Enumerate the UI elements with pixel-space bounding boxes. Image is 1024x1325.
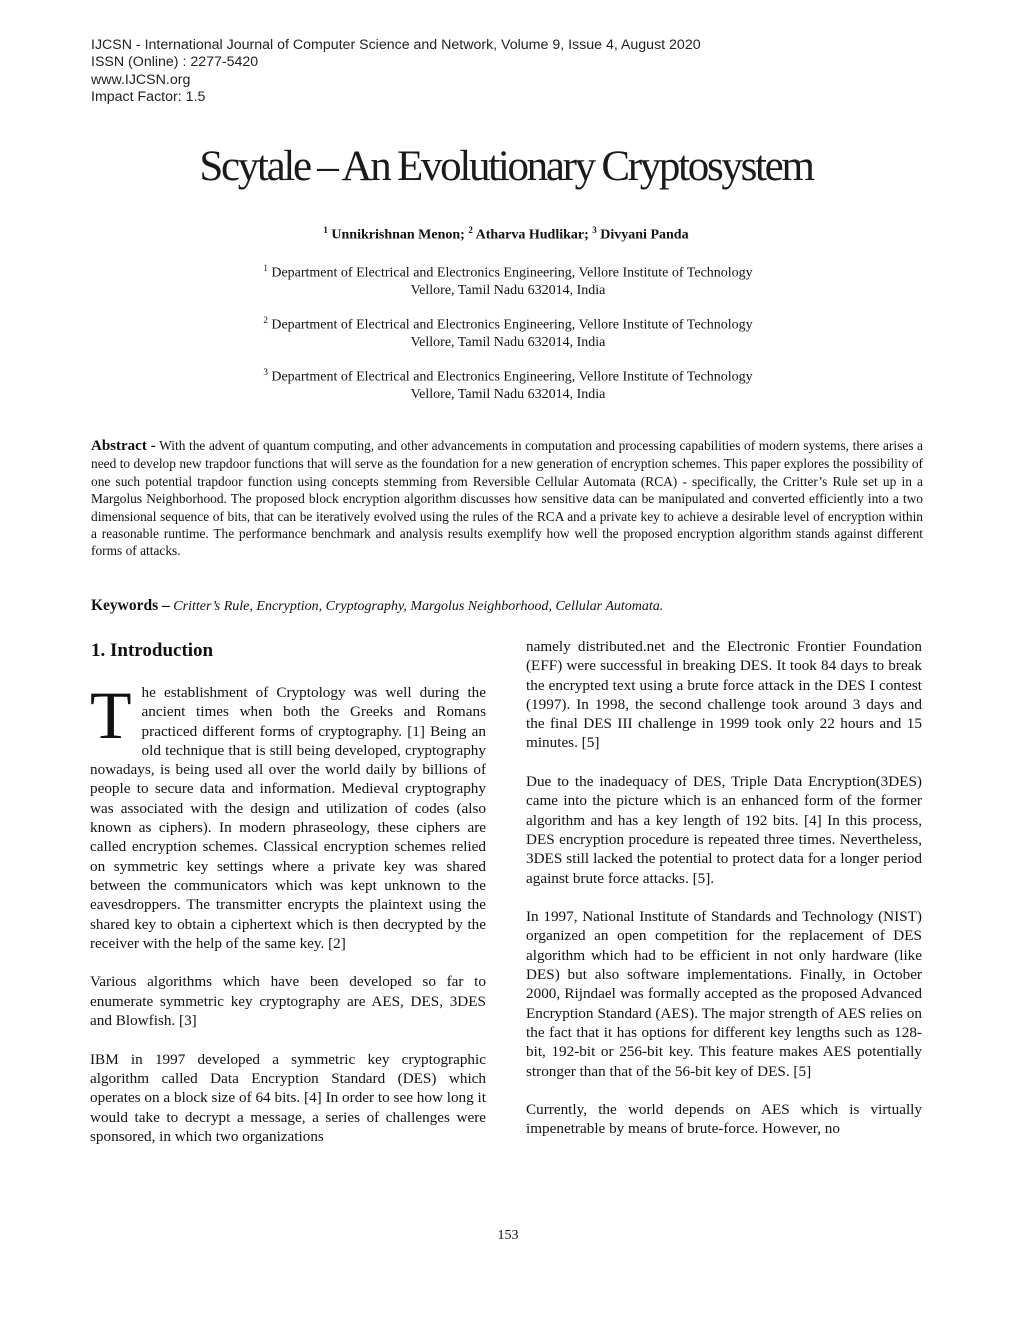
keywords-label: Keywords –: [91, 597, 170, 614]
intro-paragraph-1: [90, 677, 486, 953]
affiliation-3-sup: 3: [263, 367, 268, 377]
author-2: Atharva Hudlikar;: [475, 227, 589, 243]
affiliation-2-location: Vellore, Tamil Nadu 632014, India: [410, 335, 606, 351]
abstract: [91, 437, 923, 560]
intro-paragraph-1-text: he establishment of Cryptology was well during the ancient times when both the Greeks and Romans practiced different forms of cryptography. [1] Being an old technique that is still being developed, cryptography nowadays, is being used all over the world daily by billions of people to secure data and information. Medieval cryptography was associated with the design and utilization of codes (also known as ciphers). In modern phraseology, these ciphers are called encryption schemes. Classical encryption schemes relied on symmetric key settings where a private key was shared between the communicators which was kept unknown to the eavesdroppers. The transmitter encrypts the plaintext using the shared key to obtain a ciphertext which is then decrypted by the receiver with the help of the same key. [2]: [90, 684, 486, 952]
journal-website: www.IJCSN.org: [91, 71, 191, 88]
journal-header: [91, 37, 701, 106]
intro-paragraph-7: Currently, the world depends on AES which is virtually impenetrable by means of brute-force. However, no: [526, 1101, 922, 1138]
affiliation-3: [0, 364, 1016, 404]
author-1-sup: 1: [323, 225, 328, 235]
affiliation-2: [0, 312, 1016, 352]
impact-factor: Impact Factor: 1.5: [91, 88, 206, 105]
affiliation-1-location: Vellore, Tamil Nadu 632014, India: [410, 283, 606, 299]
affiliation-1-dept: Department of Electrical and Electronics Engineering, Vellore Institute of Technology: [271, 265, 753, 281]
author-3-sup: 3: [592, 225, 597, 235]
intro-paragraph-5: Due to the inadequacy of DES, Triple Data Encryption(3DES) came into the picture which is an enhanced form of the former algorithm and has a key length of 192 bits. [4] In this process, DES encryption procedure is repeated three times. Nevertheless, 3DES still lacked the potential to protect data for a longer period against brute force attacks. [5].: [526, 773, 922, 887]
drop-cap: T: [90, 677, 132, 753]
paper-title: Scytale – An Evolutionary Cryptosystem: [199, 143, 813, 190]
affiliation-3-dept: Department of Electrical and Electronics Engineering, Vellore Institute of Technology: [271, 369, 753, 385]
affiliation-3-location: Vellore, Tamil Nadu 632014, India: [410, 387, 606, 403]
keywords: [91, 597, 923, 615]
intro-paragraph-6: In 1997, National Institute of Standards and Technology (NIST) organized an open competition for the replacement of DES algorithm which had to be efficient in not only hardware (like DES) but also software implementations. Finally, in October 2000, Rijndael was formally accepted as the proposed Advanced Encryption Standard (AES). The major strength of AES relies on the fact that it has options for different key lengths such as 128-bit, 192-bit or 256-bit key. This feature makes AES potentially stronger than that of the 56-bit key of DES. [5]: [526, 908, 922, 1080]
right-column: [526, 637, 922, 1158]
journal-name: IJCSN - International Journal of Computer Science and Network, Volume 9, Issue 4, August 2020: [91, 37, 701, 53]
page-number: 153: [497, 1228, 519, 1243]
keywords-text: Critter’s Rule, Encryption, Cryptography, Margolus Neighborhood, Cellular Automata.: [173, 599, 664, 614]
intro-paragraph-4: namely distributed.net and the Electronic Frontier Foundation (EFF) were successful in breaking DES. It took 84 days to break the encrypted text using a brute force attack in the DES I contest (1997). In 1998, the second challenge took around 3 days and the final DES III challenge in 1999 took only 22 hours and 15 minutes. [5]: [526, 638, 922, 752]
author-1: Unnikrishnan Menon;: [331, 227, 465, 243]
affiliation-2-sup: 2: [263, 315, 268, 325]
affiliation-1: [0, 260, 1016, 300]
left-column: [90, 677, 486, 1165]
author-2-sup: 2: [468, 225, 473, 235]
abstract-text: With the advent of quantum computing, and other advancements in computation and processing capabilities of modern systems, there arises a need to develop new trapdoor functions that will serve as the foundation for a new generation of encryption schemes. This paper explores the possibility of one such potential trapdoor function using concepts stemming from Reversible Cellular Automata (RCA) - specifically, the Critter’s Rule set up in a Margolus Neighborhood. The proposed block encryption algorithm discusses how sensitive data can be manipulated and converted efficiently into a two dimensional sequence of bits, that can be iteratively evolved using the rules of the RCA and a private key to achieve a desirable level of encryption within a reasonable runtime. The performance benchmark and analysis results exemplify how well the proposed encryption algorithm stands against different forms of attacks.: [91, 438, 923, 559]
section-heading: 1. Introduction: [91, 640, 214, 661]
author-3: Divyani Panda: [600, 227, 689, 243]
affiliation-2-dept: Department of Electrical and Electronics Engineering, Vellore Institute of Technology: [271, 317, 753, 333]
issn: ISSN (Online) : 2277-5420: [91, 54, 259, 71]
intro-paragraph-3: IBM in 1997 developed a symmetric key cryptographic algorithm called Data Encryption Standard (DES) which operates on a block size of 64 bits. [4] In order to see how long it would take to decrypt a message, a series of challenges were sponsored, in which two organizations: [90, 1050, 486, 1145]
affiliation-1-sup: 1: [263, 263, 268, 273]
abstract-label: Abstract -: [91, 438, 156, 454]
author-list: [0, 225, 1012, 244]
intro-paragraph-2: Various algorithms which have been developed so far to enumerate symmetric key cryptography are AES, DES, 3DES and Blowfish. [3]: [90, 973, 486, 1030]
